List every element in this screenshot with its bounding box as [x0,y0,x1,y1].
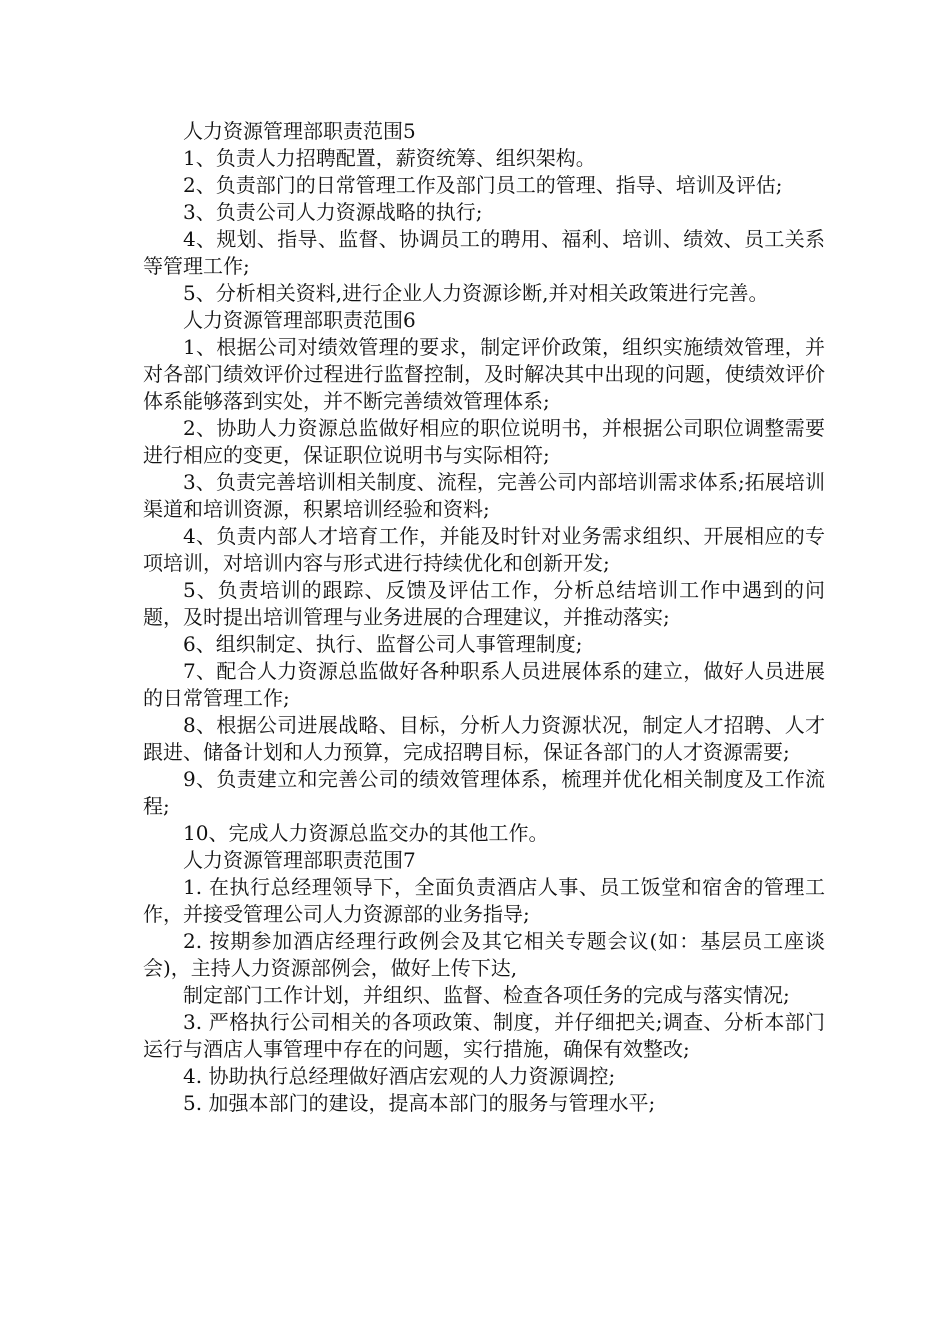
duty-item: 9、负责建立和完善公司的绩效管理体系，梳理并优化相关制度及工作流程; [143,767,825,818]
duty-item: 2、负责部门的日常管理工作及部门员工的管理、指导、培训及评估; [183,173,783,197]
duty-item: 10、完成人力资源总监交办的其他工作。 [183,821,549,845]
duty-item: 3. 严格执行公司相关的各项政策、制度，并仔细把关;调查、分析本部门运行与酒店人事管理中存在的问题，实行措施，确保有效整改; [143,1010,825,1061]
duty-item: 4、负责内部人才培育工作，并能及时针对业务需求组织、开展相应的专项培训，对培训内容与形式进行持续优化和创新开发; [143,524,825,575]
duty-item: 3、负责公司人力资源战略的执行; [183,200,483,224]
duty-item: 5. 加强本部门的建设，提高本部门的服务与管理水平; [183,1091,656,1115]
duty-item: 2、协助人力资源总监做好相应的职位说明书，并根据公司职位调整需要进行相应的变更，保证职位说明书与实际相符; [143,416,825,467]
duty-item: 4. 协助执行总经理做好酒店宏观的人力资源调控; [183,1064,616,1088]
section-heading-7: 人力资源管理部职责范围7 [183,848,416,872]
duty-item: 2. 按期参加酒店经理行政例会及其它相关专题会议(如：基层员工座谈会)，主持人力资源部例会，做好上传下达, [143,929,825,980]
duty-item: 1. 在执行总经理领导下，全面负责酒店人事、员工饭堂和宿舍的管理工作，并接受管理公司人力资源部的业务指导; [143,875,825,926]
duty-item: 5、分析相关资料,进行企业人力资源诊断,并对相关政策进行完善。 [183,281,769,305]
section-heading-5: 人力资源管理部职责范围5 [183,119,416,143]
duty-item: 1、负责人力招聘配置，薪资统筹、组织架构。 [183,146,596,170]
document-body [143,118,825,1117]
duty-item: 4、规划、指导、监督、协调员工的聘用、福利、培训、绩效、员工关系等管理工作; [143,227,825,278]
duty-item: 5、负责培训的跟踪、反馈及评估工作，分析总结培训工作中遇到的问题，及时提出培训管理与业务进展的合理建议，并推动落实; [143,578,825,629]
duty-item: 3、负责完善培训相关制度、流程，完善公司内部培训需求体系;拓展培训渠道和培训资源，积累培训经验和资料; [143,470,825,521]
duty-item: 7、配合人力资源总监做好各种职系人员进展体系的建立，做好人员进展的日常管理工作; [143,659,825,710]
section-heading-6: 人力资源管理部职责范围6 [183,308,416,332]
duty-item: 1、根据公司对绩效管理的要求，制定评价政策，组织实施绩效管理，并对各部门绩效评价过程进行监督控制，及时解决其中出现的问题，使绩效评价体系能够落到实处，并不断完善绩效管理体系; [143,335,825,413]
duty-item: 制定部门工作计划，并组织、监督、检查各项任务的完成与落实情况; [183,983,790,1007]
duty-item: 8、根据公司进展战略、目标，分析人力资源状况，制定人才招聘、人才跟进、储备计划和人力预算，完成招聘目标，保证各部门的人才资源需要; [143,713,825,764]
duty-item: 6、组织制定、执行、监督公司人事管理制度; [183,632,583,656]
